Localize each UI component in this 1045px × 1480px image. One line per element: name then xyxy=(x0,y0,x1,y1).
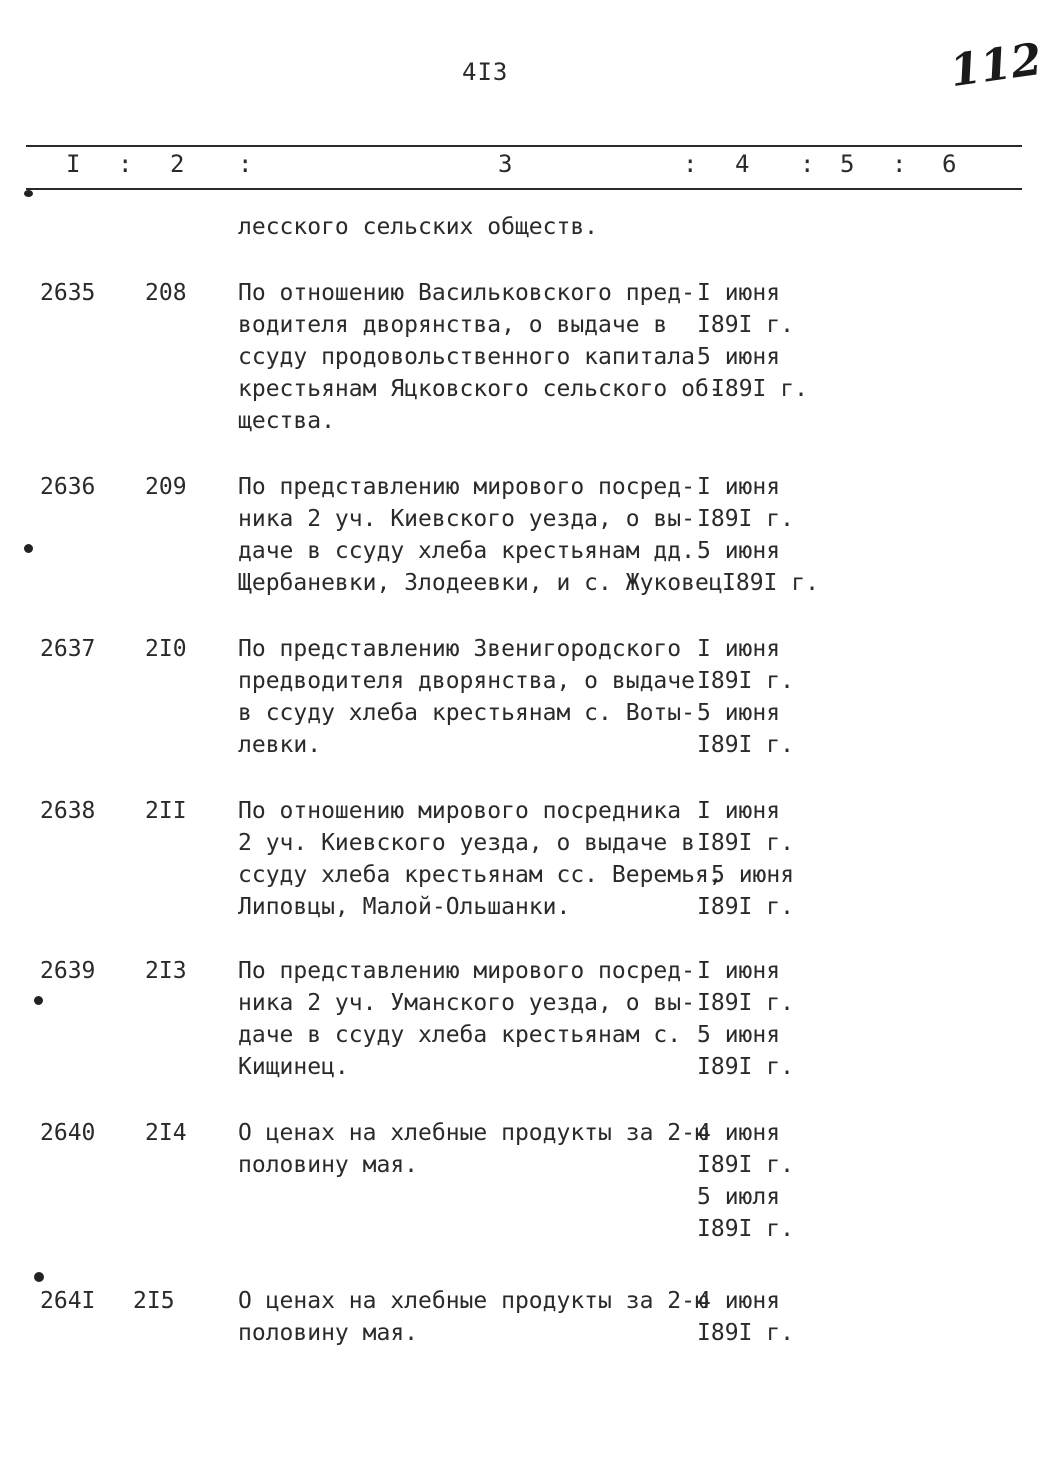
entry-subnumber: 208 xyxy=(145,280,187,306)
entry-date: I89I г. xyxy=(697,1216,794,1242)
entry-number: 2636 xyxy=(40,474,96,500)
entry-text-line: щества. xyxy=(238,408,335,434)
entry-number: 2637 xyxy=(40,636,96,662)
entry-date: I89I г. xyxy=(697,732,794,758)
entry-date: I июня xyxy=(697,474,781,500)
scan-speck xyxy=(34,1272,44,1282)
entry-date: I89I г. xyxy=(697,1054,794,1080)
header-col-5: 5 xyxy=(840,150,855,178)
entry-date: 5 июня xyxy=(697,700,781,726)
header-col-2: 2 xyxy=(170,150,185,178)
entry-date: 5 июня xyxy=(711,862,795,888)
entry-date: 5 июня xyxy=(697,344,781,370)
entry-date: 5 июня xyxy=(697,538,781,564)
header-separator: : xyxy=(892,150,907,178)
header-col-4: 4 xyxy=(735,150,750,178)
page-number: 4I3 xyxy=(462,58,509,86)
scan-speck xyxy=(24,544,33,553)
entry-subnumber: 209 xyxy=(145,474,187,500)
entry-text-line: даче в ссуду хлеба крестьянам дд. xyxy=(238,538,695,564)
header-top-rule xyxy=(26,145,1022,147)
entry-text-line: О ценах на хлебные продукты за 2-ю xyxy=(238,1288,709,1314)
entry-number: 2638 xyxy=(40,798,96,824)
entry-date: 5 июля xyxy=(697,1184,781,1210)
entry-date: I июня xyxy=(697,280,781,306)
entry-text-line: ника 2 уч. Уманского уезда, о вы- xyxy=(238,990,695,1016)
entry-date: I89I г. xyxy=(697,506,794,532)
entry-number: 2635 xyxy=(40,280,96,306)
entry-text-line: Липовцы, Малой-Ольшанки. xyxy=(238,894,571,920)
header-col-6: 6 xyxy=(942,150,957,178)
entry-number: 2639 xyxy=(40,958,96,984)
continuation-text: лесского сельских обществ. xyxy=(238,214,599,240)
entry-text-line: водителя дворянства, о выдаче в xyxy=(238,312,668,338)
entry-text-line: По представлению мирового посред- xyxy=(238,474,695,500)
header-bottom-rule xyxy=(26,188,1022,190)
header-separator: : xyxy=(800,150,815,178)
entry-number: 2640 xyxy=(40,1120,96,1146)
entry-text-line: левки. xyxy=(238,732,322,758)
entry-subnumber: 2II xyxy=(145,798,187,824)
entry-text-line: даче в ссуду хлеба крестьянам с. xyxy=(238,1022,682,1048)
entry-text-line: предводителя дворянства, о выдаче xyxy=(238,668,695,694)
entry-text-line: ссуду хлеба крестьянам сс. Веремья, xyxy=(238,862,723,888)
entry-subnumber: 2I0 xyxy=(145,636,187,662)
entry-date: I89I г. xyxy=(697,830,794,856)
header-separator: : xyxy=(238,150,253,178)
header-separator: : xyxy=(683,150,698,178)
entry-date: I89I г. xyxy=(697,1152,794,1178)
entry-text-line: ссуду продовольственного капитала xyxy=(238,344,695,370)
entry-text-line: ника 2 уч. Киевского уезда, о вы- xyxy=(238,506,695,532)
entry-subnumber: 2I5 xyxy=(133,1288,175,1314)
handwritten-sheet-number: 112 xyxy=(946,33,1045,98)
entry-text-line: О ценах на хлебные продукты за 2-ю xyxy=(238,1120,709,1146)
header-separator: : xyxy=(118,150,133,178)
entry-text-line: По представлению Звенигородского xyxy=(238,636,682,662)
scan-speck xyxy=(24,190,33,197)
entry-date: 5 июня xyxy=(697,1022,781,1048)
entry-date: I июня xyxy=(697,636,781,662)
entry-text-line: Щербаневки, Злодеевки, и с. Жуковец. xyxy=(238,570,737,596)
entry-text-line: По представлению мирового посред- xyxy=(238,958,695,984)
entry-text-line: По отношению Васильковского пред- xyxy=(238,280,695,306)
entry-text-line: Кищинец. xyxy=(238,1054,349,1080)
entry-date: I89I г. xyxy=(697,312,794,338)
entry-date: 4 июня xyxy=(697,1120,781,1146)
entry-text-line: крестьянам Яцковского сельского об- xyxy=(238,376,723,402)
header-col-3: 3 xyxy=(498,150,513,178)
entry-text-line: По отношению мирового посредника xyxy=(238,798,682,824)
entry-text-line: 2 уч. Киевского уезда, о выдаче в xyxy=(238,830,695,856)
entry-number: 264I xyxy=(40,1288,96,1314)
entry-text-line: в ссуду хлеба крестьянам с. Воты- xyxy=(238,700,695,726)
entry-text-line: половину мая. xyxy=(238,1320,419,1346)
entry-text-line: половину мая. xyxy=(238,1152,419,1178)
entry-date: I89I г. xyxy=(697,894,794,920)
entry-date: I июня xyxy=(697,958,781,984)
entry-date: I89I г. xyxy=(697,1320,794,1346)
entry-date: I89I г. xyxy=(697,990,794,1016)
entry-date: I89I г. xyxy=(722,570,819,596)
entry-date: 4 июня xyxy=(697,1288,781,1314)
entry-date: I июня xyxy=(697,798,781,824)
entry-subnumber: 2I4 xyxy=(145,1120,187,1146)
entry-date: I89I г. xyxy=(711,376,808,402)
entry-subnumber: 2I3 xyxy=(145,958,187,984)
scan-speck xyxy=(34,996,43,1005)
header-col-1: I xyxy=(66,150,81,178)
entry-date: I89I г. xyxy=(697,668,794,694)
